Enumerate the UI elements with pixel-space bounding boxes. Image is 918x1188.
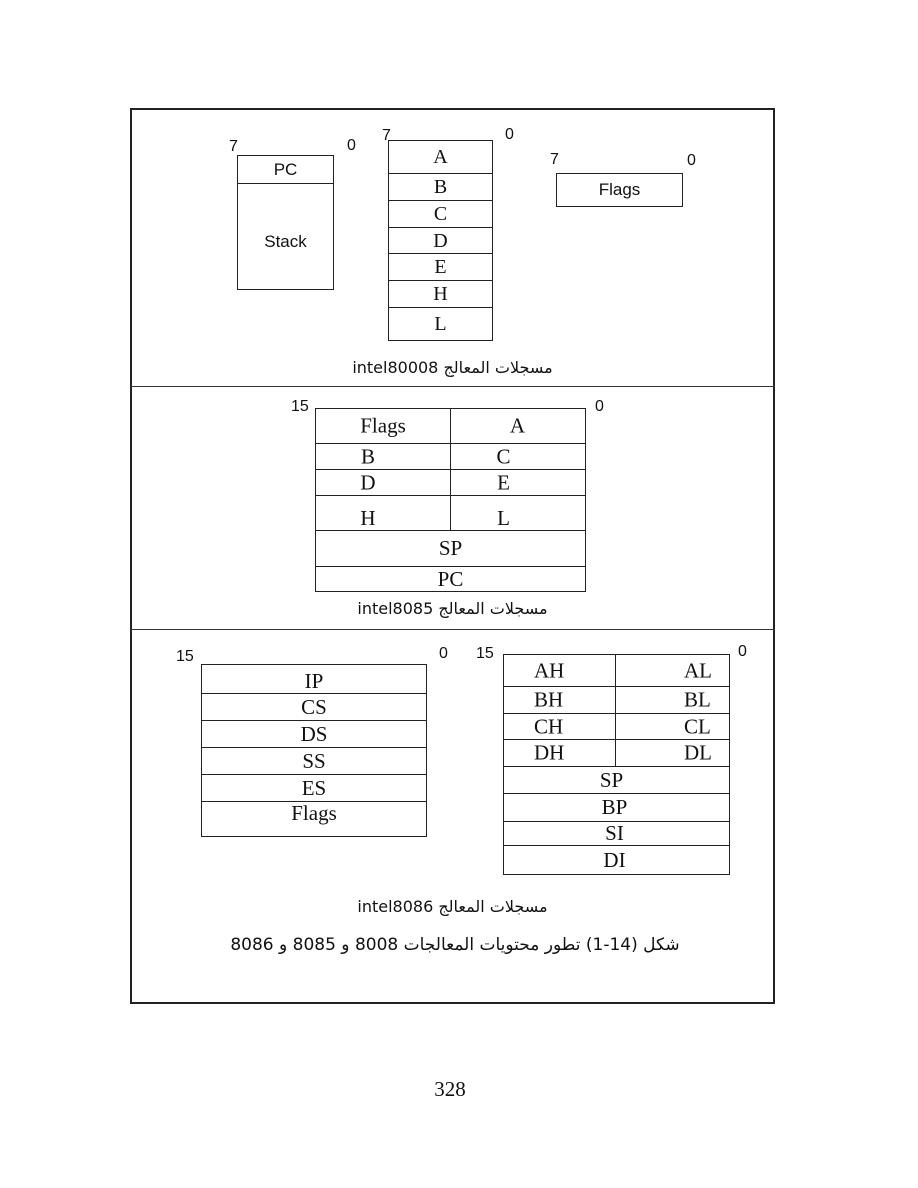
register-ds: DS xyxy=(202,721,426,748)
figure-caption: شكل (14-1) تطور محتويات المعالجات 8008 و 8085 و 8086 xyxy=(230,935,680,955)
register-h: H xyxy=(360,506,376,530)
register-cl: CL xyxy=(684,714,711,738)
stack-bit-low: 0 xyxy=(347,137,356,154)
register-e: E xyxy=(389,254,492,281)
stack-label: Stack xyxy=(264,232,307,251)
register-ah: AH xyxy=(534,658,565,682)
general-bit-high: 15 xyxy=(476,645,494,662)
register-ss: SS xyxy=(202,748,426,775)
segment-register-block xyxy=(201,664,427,837)
flags-8008-bit-high: 7 xyxy=(550,151,559,168)
register-dl: DL xyxy=(684,740,712,765)
register-d: D xyxy=(360,470,376,494)
pair-h-l xyxy=(316,496,585,531)
register-dh: DH xyxy=(534,740,565,765)
pair-bh-bl xyxy=(504,687,729,714)
register-flags: Flags xyxy=(360,413,406,438)
caption-8008: مسجلات المعالج intel80008 xyxy=(352,358,553,377)
pair-ch-cl xyxy=(504,714,729,740)
pair-dh-dl xyxy=(504,740,729,767)
stack-box xyxy=(237,155,334,290)
caption-8086: مسجلات المعالج intel8086 xyxy=(357,897,548,916)
register-bp: BP xyxy=(504,794,729,822)
general-bit-low: 0 xyxy=(738,643,747,660)
register-b: B xyxy=(360,444,375,468)
register-ip: IP xyxy=(202,664,426,694)
register-cs: CS xyxy=(202,694,426,721)
stack-bit-high: 7 xyxy=(229,138,238,155)
register-es: ES xyxy=(202,775,426,802)
register-l: L xyxy=(434,313,447,335)
register-bh: BH xyxy=(534,687,564,712)
flags-8008-bit-low: 0 xyxy=(687,152,696,169)
register-ch: CH xyxy=(534,714,564,738)
general-register-block xyxy=(503,654,730,875)
regs-8085-bit-low: 0 xyxy=(595,398,604,415)
register-l: L xyxy=(497,506,510,530)
register-pc: PC xyxy=(437,566,464,591)
section-divider-2 xyxy=(130,629,775,630)
regs-8008-bit-high: 7 xyxy=(382,127,391,144)
register-d: D xyxy=(389,228,492,254)
caption-8085: مسجلات المعالج intel8085 xyxy=(357,599,548,618)
pair-b-c xyxy=(316,444,585,470)
regs-8085-bit-high: 15 xyxy=(291,398,309,415)
regs-8008-bit-low: 0 xyxy=(505,126,514,143)
register-stack-8008 xyxy=(388,140,493,341)
register-a: A xyxy=(389,141,492,174)
register-a: A xyxy=(509,413,526,438)
register-di: DI xyxy=(603,847,626,872)
pc-register: PC xyxy=(238,156,333,184)
section-divider-1 xyxy=(130,386,775,387)
flags-register-8008: Flags xyxy=(556,173,683,207)
register-flags-8086: Flags xyxy=(291,801,337,825)
register-al: AL xyxy=(684,658,712,682)
register-sp-8086: SP xyxy=(504,767,729,794)
pair-ah-al xyxy=(504,655,729,687)
register-si: SI xyxy=(504,822,729,846)
pair-d-e xyxy=(316,470,585,496)
register-e: E xyxy=(497,470,510,494)
segment-bit-high: 15 xyxy=(176,648,194,665)
register-h: H xyxy=(389,281,492,308)
pair-flags-a xyxy=(316,409,585,444)
register-b: B xyxy=(389,174,492,201)
register-block-8085 xyxy=(315,408,586,592)
register-c: C xyxy=(389,201,492,228)
register-sp: SP xyxy=(316,531,585,567)
segment-bit-low: 0 xyxy=(439,645,448,662)
page-number: 328 xyxy=(434,1077,466,1101)
register-bl: BL xyxy=(684,687,711,712)
register-c: C xyxy=(496,444,511,468)
